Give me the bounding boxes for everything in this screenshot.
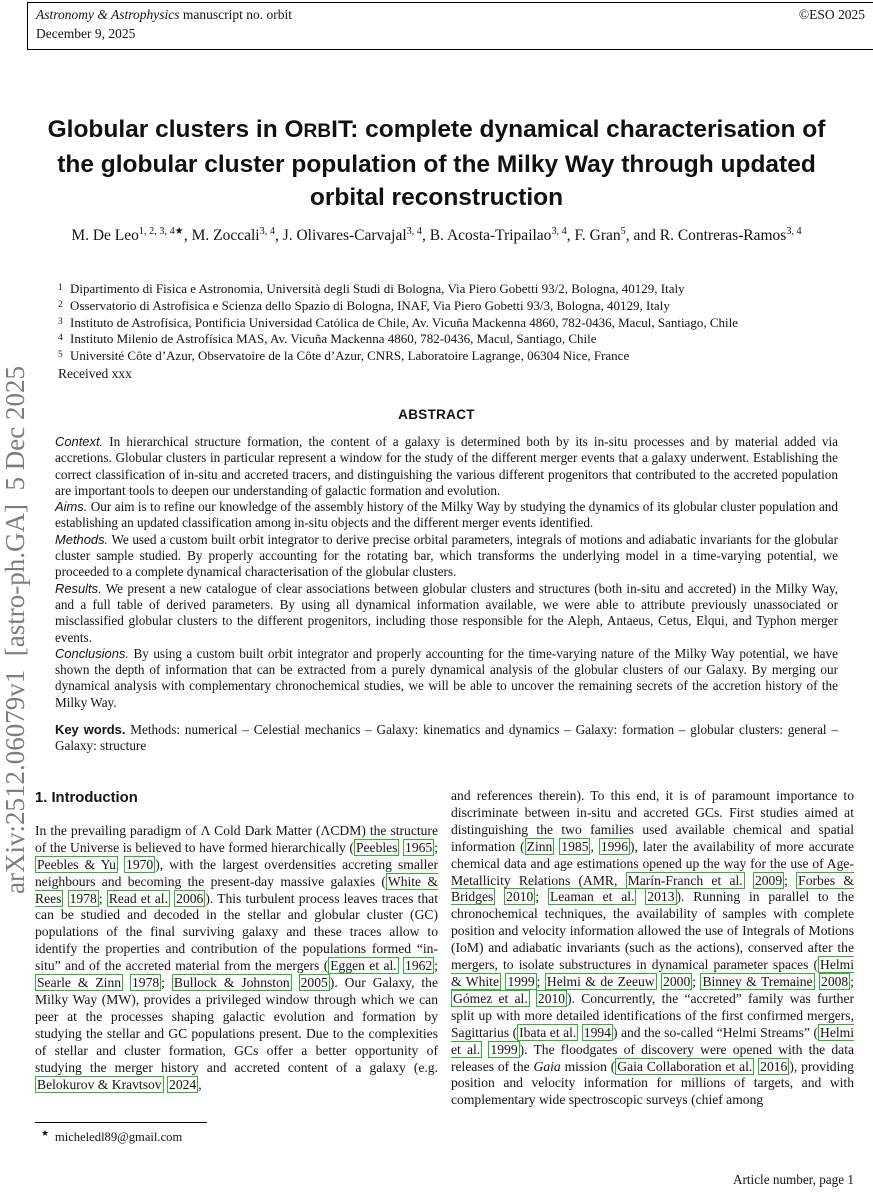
citation-link[interactable]: Leaman et al. — [549, 889, 635, 905]
citation-link[interactable]: Read et al. — [108, 890, 168, 906]
manuscript-info — [36, 6, 292, 43]
citation-link[interactable]: Ibata et al. — [519, 1024, 577, 1040]
affiliation-number: 2 — [58, 299, 63, 310]
manuscript-header-box — [27, 2, 873, 50]
footnote-email-link[interactable]: micheledl89@gmail.com — [54, 1130, 183, 1145]
citation-link[interactable]: 1999 — [490, 1041, 518, 1057]
citation-link[interactable]: Gómez et al. — [453, 990, 528, 1006]
abstract-paragraph: Context. In hierarchical structure formation, the content of a galaxy is determined both by its in-situ processes and by material added via accretions. Globular clusters in particular represent a window for the study of the different merger events that a galaxy underwent. Establishing the correct classification of in-situ and accreted tracers, and distinguishing the various different progenitors that contributed to the accreted population are important tools to deepen our understanding of galactic formation and evolution. — [55, 434, 838, 498]
citation-link[interactable]: Gaia Collaboration et al. — [617, 1058, 753, 1074]
citation-link[interactable]: Helmi et al. — [451, 1024, 854, 1057]
citation-link[interactable]: 1970 — [126, 856, 154, 872]
citation-link[interactable]: Peebles — [355, 839, 398, 855]
arxiv-watermark: arXiv:2512.06079v1 [astro-ph.GA] 5 Dec 2025 — [0, 366, 30, 894]
footnote-rule — [35, 1122, 207, 1123]
affiliation-text: Université Côte d’Azur, Observatoire de la Côte d’Azur, CNRS, Laboratoire Lagrange, 06304 Nice, France — [70, 348, 630, 364]
abstract-paragraphs — [55, 434, 838, 711]
citation-link[interactable]: Helmi & White — [451, 957, 854, 989]
citation-link[interactable]: 1962 — [405, 958, 433, 974]
citation-link[interactable]: White & Rees — [35, 873, 438, 906]
citation-link[interactable]: Zinn — [526, 838, 553, 854]
abstract-heading: ABSTRACT — [398, 407, 475, 422]
citation-link[interactable]: 2000 — [663, 973, 691, 989]
affiliation-text: Instituto Milenio de Astrofísica MAS, Av. Vicuña Mackenna 4860, 782-0436, Macul, Santiago, Chile — [70, 331, 597, 347]
citation-link[interactable]: Marín-Franch et al. — [627, 872, 743, 888]
citation-link[interactable]: Belokurov & Kravtsov — [37, 1076, 162, 1092]
affiliation-item — [58, 281, 828, 298]
affiliation-text: Dipartimento di Fisica e Astronomia, Università degli Studi di Bologna, Via Piero Gobetti 93/2, Bologna, 40129, Italy — [70, 281, 685, 296]
paper-title-line-1: Globular clusters in ORBIT: complete dynamical characterisation of — [47, 116, 826, 143]
affiliation-text: Osservatorio di Astrofisica e Scienza dello Spazio di Bologna, INAF, Via Piero Gobetti 93/3, Bologna, 40129, Italy — [70, 297, 670, 313]
citation-link[interactable]: Searle & Zinn — [37, 975, 122, 991]
citation-link[interactable]: 2016 — [760, 1058, 788, 1074]
citation-link[interactable]: 2024 — [169, 1076, 197, 1092]
paper-title — [0, 113, 873, 214]
affiliation-number: 5 — [58, 350, 63, 361]
abstract-body — [55, 434, 838, 755]
authors-line: M. De Leo$^{1, 2, 3, 4★}$, M. Zoccali$^{3, 4}$, J. Olivares-Carvajal$^{3, 4}$, B. Acosta-Tripailao$^{3, 4}$, F. Gran$^5$, and R. Contreras-Ramos$^{3, 4}$ — [71, 225, 802, 244]
affiliation-item — [58, 348, 828, 365]
keywords-line: Key words. Methods: numerical – Celestial mechanics – Galaxy: kinematics and dynamics – Galaxy: formation – globular clusters: general – Galaxy: structure — [55, 722, 838, 754]
citation-link[interactable]: 1978 — [131, 975, 160, 991]
intro-paragraph-right: and references therein). To this end, it is of paramount importance to discriminate between in-situ and accreted GCs. First studies aimed at distinguishing the two families used available chemical and spatial information ( Zinn 1985 , 1996 ), later the availability of more accurate chemical data and age estimations opened up the way for the use of Age-Metallicity Relations (AMR, Marín-Franch et al. 2009 ; Forbes & Bridges 2010 ; Leaman et al. 2013 ). Running in parallel to the chronochemical techniques, the availability of samples with complete position and velocity information allowed the use of Integrals of Motions (IoM) and adiabatic invariants (such as the actions), conserved after the mergers, to isolate substructures in dynamical parameter spaces ( Helmi & White 1999 ; Helmi & de Zeeuw 2000 ; Binney & Tremaine 2008 ; Gómez et al. 2010 ). Concurrently, the “accreted” family was further split up with more detailed identifications of the first confirmed mergers, Sagittarius ( Ibata et al. 1994 ) and the so-called “Helmi Streams” ( Helmi et al. 1999 ). The floodgates of discovery were opened with the data releases of the Gaia mission ( Gaia Collaboration et al. 2016 ), providing position and velocity information for millions of targets, and with complementary wide spectroscopic surveys (chief among — [451, 788, 855, 1108]
citation-link[interactable]: 2005 — [300, 975, 328, 991]
affiliation-number: 1 — [58, 283, 63, 293]
affiliation-item — [58, 298, 828, 315]
abstract-paragraph: Aims. Our aim is to refine our knowledge of the assembly history of the Milky Way by studying the dynamics of its globular cluster population and establishing an updated classification among in-situ objects and the different merger events identified. — [55, 499, 838, 531]
abstract-paragraph: Conclusions. By using a custom built orbit integrator and properly accounting for the time-varying nature of the Milky Way potential, we have shown the depth of information that can be extracted from a purely dynamical analysis of the globular clusters of our Galaxy. By merging our dynamical analysis with complementary chronochemical studies, we will be able to uncover the remaining secrets of the accretion history of the Milky Way. — [55, 645, 838, 710]
affiliation-item — [58, 315, 828, 332]
intro-paragraph-left: In the prevailing paradigm of Λ Cold Dark Matter (ΛCDM) the structure of the Universe is believed to have formed hierarchically ( Peebles 1965 ; Peebles & Yu 1970 ), with the largest overdensities accreting smaller neighbours and becoming the present-day massive galaxies ( White & Rees 1978 ; Read et al. 2006 ). This turbulent process leaves traces that can be studied and decoded in the stellar and globular cluster (GC) populations of the final surviving galaxy and these traces allow to identify the properties and contribution of the populations formed “in-situ” and of the accreted material from the mergers ( Eggen et al. 1962 ; Searle & Zinn 1978 ; Bullock & Johnston 2005 ). Our Galaxy, the Milky Way (MW), provides a privileged window through which we can peer at the processes shaping galactic evolution and formation by studying the stellar and GC populations present. Due to the complexities of stellar and cluster formation, GCs offer a better opportunity of studying the merger history and accreted content of a galaxy (e.g. Belokurov & Kravtsov 2024 , — [35, 822, 439, 1092]
two-column-body — [35, 788, 854, 1109]
abstract-paragraph: Results. We present a new catalogue of clear associations between globular clusters and structures (both in-situ and accreted) in the Milky Way, and a full table of derived parameters. By using all dynamical information available, we were able to attribute previously unassociated or misclassified globular clusters to the different progenitors, including those responsible for the Aleph, Antaeus, Cetus, Elqui, and Typhon merger events. — [55, 580, 838, 645]
paper-title-line-2: the globular cluster population of the Milky Way through updated — [57, 151, 816, 178]
citation-link[interactable]: 2013 — [647, 889, 675, 905]
affiliation-text: Instituto de Astrofísica, Pontificia Universidad Católica de Chile, Av. Vicuña Mackenna 4860, 782-0436, Macul, Santiago, Chile — [70, 314, 738, 330]
affiliation-number: 3 — [58, 316, 63, 327]
section-heading-introduction: 1. Introduction — [35, 790, 138, 806]
citation-link[interactable]: Helmi & de Zeeuw — [546, 973, 655, 989]
citation-link[interactable]: 2010 — [506, 889, 534, 905]
citation-link[interactable]: 1999 — [507, 973, 535, 989]
citation-link[interactable]: Bullock & Johnston — [173, 975, 290, 991]
citation-link[interactable]: 1978 — [69, 890, 97, 906]
paper-title-line-3: orbital reconstruction — [309, 184, 564, 211]
citation-link[interactable]: 2010 — [537, 990, 566, 1006]
citation-link[interactable]: Eggen et al. — [330, 958, 397, 974]
citation-link[interactable]: 2006 — [176, 890, 204, 906]
citation-link[interactable]: Peebles & Yu — [37, 856, 116, 872]
affiliation-item — [58, 331, 828, 348]
citation-link[interactable]: 2008 — [821, 973, 849, 989]
citation-link[interactable]: 1965 — [405, 839, 433, 855]
author-footnote — [35, 1122, 438, 1145]
footnote-star-marker: ★ — [41, 1128, 49, 1138]
left-column — [35, 788, 438, 1109]
affiliations-list — [58, 281, 828, 365]
received-line: Received xxx — [58, 366, 132, 381]
citation-link[interactable]: 1985 — [561, 838, 589, 854]
abstract-paragraph: Methods. We used a custom built orbit integrator to derive precise orbital parameters, integrals of motions and adiabatic invariants for the globular cluster sample studied. By properly accounting for the rotating bar, which transforms the underlying model in a time-varying potential, we proceeded to a complete dynamical characterisation of the globular clusters. — [55, 531, 838, 580]
citation-link[interactable]: 1994 — [583, 1024, 611, 1040]
citation-link[interactable]: Binney & Tremaine — [702, 973, 813, 989]
citation-link[interactable]: 1996 — [600, 838, 629, 854]
citation-link[interactable]: Forbes & Bridges — [451, 872, 855, 905]
page-footer: Article number, page 1 — [732, 1172, 854, 1187]
affiliation-number: 4 — [58, 333, 63, 344]
copyright-notice: ©ESO 2025 — [798, 7, 865, 22]
journal-manuscript-line: Astronomy & Astrophysics manuscript no. orbit — [36, 7, 292, 22]
citation-link[interactable]: 2009 — [754, 872, 783, 888]
right-column — [451, 788, 854, 1109]
manuscript-date: December 9, 2025 — [36, 25, 136, 41]
